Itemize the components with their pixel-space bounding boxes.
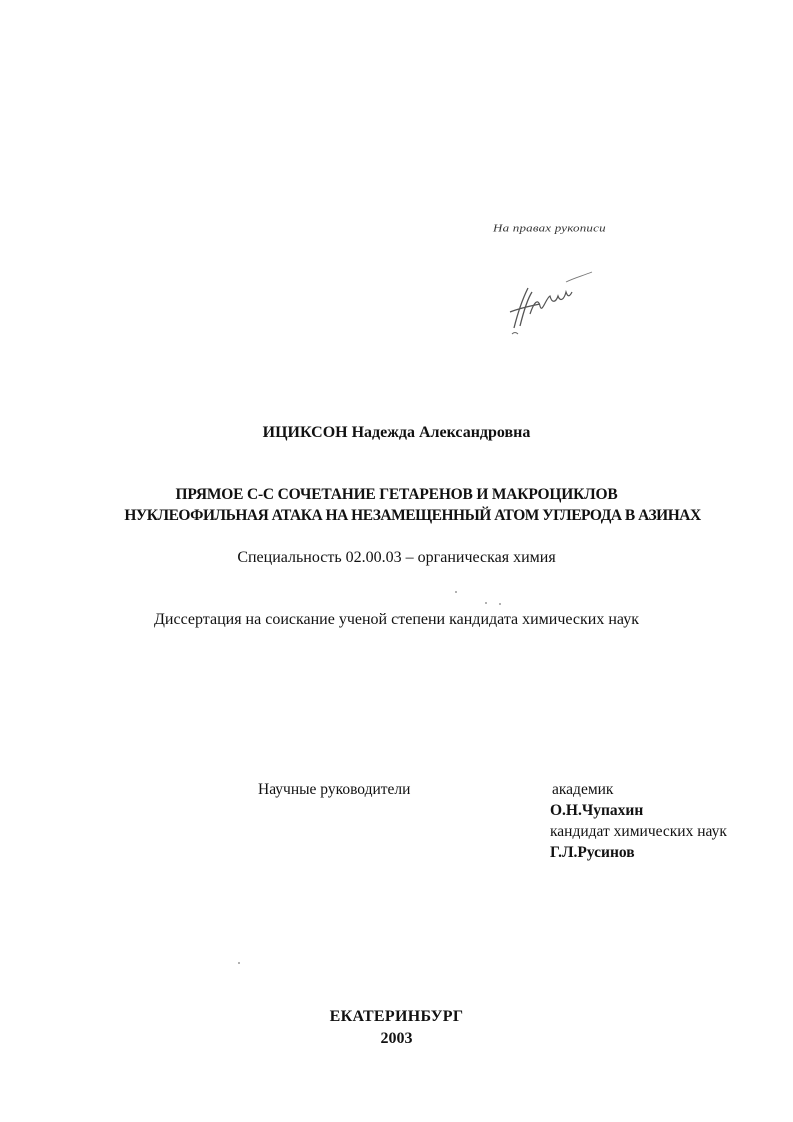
year: 2003: [380, 1030, 413, 1047]
scan-speck: [499, 603, 501, 605]
advisor-title: кандидат химических наук: [550, 823, 727, 840]
thesis-title-line-1: ПРЯМОЕ С-С СОЧЕТАНИЕ ГЕТАРЕНОВ И МАКРОЦИКЛОВ: [175, 486, 618, 503]
advisor-name: О.Н.Чупахин: [550, 802, 644, 819]
author-surname: ИЦИКСОН: [262, 424, 348, 441]
advisor-name: Г.Л.Русинов: [550, 844, 635, 861]
author-name: [0, 424, 793, 442]
dissertation-statement: Диссертация на соискание ученой степени кандидата химических наук: [154, 611, 639, 628]
copyright-note: На правах рукописи: [493, 222, 606, 234]
advisors-label: Научные руководители: [258, 781, 411, 798]
scan-speck: [238, 962, 240, 964]
author-given-names: Надежда Александровна: [347, 424, 531, 441]
specialty: Специальность 02.00.03 – органическая химия: [237, 549, 556, 566]
scan-speck: [455, 591, 457, 593]
advisor-title: академик: [552, 781, 614, 798]
thesis-title-line-2: НУКЛЕОФИЛЬНАЯ АТАКА НА НЕЗАМЕЩЕННЫЙ АТОМ УГЛЕРОДА В АЗИНАХ: [124, 507, 701, 524]
signature-mark: [500, 262, 600, 342]
city: ЕКАТЕРИНБУРГ: [329, 1008, 464, 1025]
scan-speck: [485, 602, 487, 604]
